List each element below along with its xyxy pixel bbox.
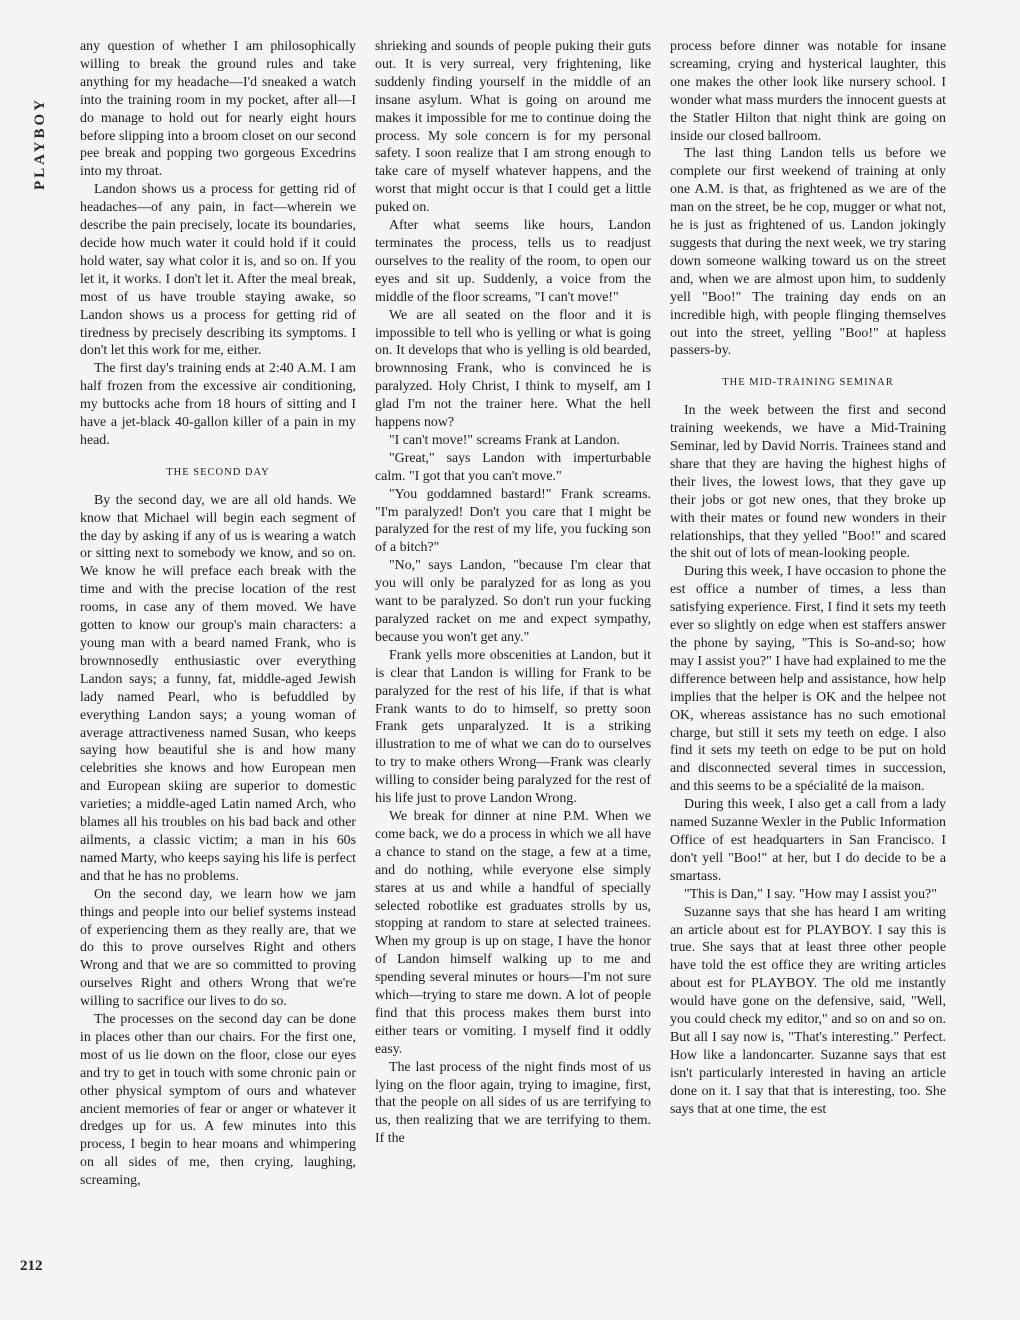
page-number: 212 xyxy=(20,1258,43,1274)
article-paragraph: Landon shows us a process for getting rid of headaches—of any pain, in fact—wherein we describe the pain precisely, locate its boundaries, decide how much water it could hold if it could hold water, say what color it is, and so on. If you let it, it works. I don't let it. After the meal break, most of us have trouble staying awake, so Landon shows us a process for getting rid of tiredness by precisely describing its symptoms. I don't let this work for me, either. xyxy=(80,182,356,359)
article-paragraph: "You goddamned bastard!" Frank screams. "I'm paralyzed! Don't you care that I might be paralyzed for the rest of my life, you fucking son of a bitch?" xyxy=(375,486,651,556)
article-paragraph: "Great," says Landon with imperturbable calm. "I got that you can't move." xyxy=(375,450,651,484)
section-heading: THE MID-TRAINING SEMINAR xyxy=(722,377,894,389)
article-paragraph: any question of whether I am philosophically willing to break the ground rules and take anything for my headache—I'd sneaked a watch into the training room in my pocket, after all—I do manage to hold out for nearly eight hours before slipping into a broom closet on our second pee break and popping two gorgeous Excedrins into my throat. xyxy=(80,39,356,180)
article-paragraph: After what seems like hours, Landon terminates the process, tells us to readjust ourselves to the reality of the room, to open our eyes and sit up. Suddenly, a voice from the middle of the floor screams, "I can't move!" xyxy=(375,218,651,305)
article-column-3 xyxy=(670,38,946,1118)
article-paragraph: Frank yells more obscenities at Landon, but it is clear that Landon is willing for Frank to be paralyzed for the rest of his life, if that is what Frank wants to do to himself, so pretty soon Frank gets unparalyzed. It is a striking illustration to me of what we can do to ourselves to try to make others Wrong—Frank was clearly willing to consider being paralyzed for the rest of his life just to prove Landon Wrong. xyxy=(375,647,651,807)
article-paragraph: The first day's training ends at 2:40 A.M. I am half frozen from the excessive air conditioning, my buttocks ache from 18 hours of sitting and I have a jet-black 40-gallon killer of a pain in my head. xyxy=(80,361,356,448)
article-paragraph: On the second day, we learn how we jam things and people into our belief systems instead of experiencing them as they really are, that we do this to prove ourselves Right and others Wrong and that we are so committed to proving ourselves Right and others Wrong that we're willing to sacrifice our lives to do so. xyxy=(80,886,356,1010)
article-paragraph: "No," says Landon, "because I'm clear that you will only be paralyzed for as long as you want to be paralyzed. So don't run your fucking paralyzed racket on me and expect sympathy, because you won't get any." xyxy=(375,558,651,645)
magazine-name: PLAYBOY xyxy=(32,97,48,190)
article-paragraph: "This is Dan," I say. "How may I assist you?" xyxy=(684,886,937,902)
article-paragraph: During this week, I also get a call from a lady named Suzanne Wexler in the Public Information Office of est headquarters in San Francisco. I don't yell "Boo!" at her, but I do decide to be a smartass. xyxy=(670,797,946,884)
article-paragraph: "I can't move!" screams Frank at Landon. xyxy=(389,432,620,448)
article-paragraph: The processes on the second day can be done in places other than our chairs. For the first one, most of us lie down on the floor, close our eyes and try to get in touch with some chronic pain or other physical symptom of ours and whatever ancient memories of fear or anger or whatever it dredges up for us. A few minutes into this process, I begin to hear moans and whimpering on all sides of me, then crying, laughing, screaming, xyxy=(80,1012,356,1189)
article-paragraph: Suzanne says that she has heard I am writing an article about est for PLAYBOY. I say this is true. She says that at least three other people have told the est office they are writing articles about est for PLAYBOY. The old me instantly would have gone on the defensive, said, "Well, you could check my editor," and so on and so on. But all I say now is, "That's interesting." Perfect. How like a landoncarter. Suzanne says that est isn't particularly interested in having an article done on it. I say that that is interesting, too. She says that at one time, the est xyxy=(670,904,946,1117)
article-paragraph: In the week between the first and second training weekends, we have a Mid-Training Seminar, led by David Norris. Trainees stand and share that they are having the highest highs of their lives, the lowest lows, that they gave up their jobs or got new ones, that they broke up with their mates or found new wonders in their relationships, that they yelled "Boo!" and scared the shit out of lots of mean-looking people. xyxy=(670,403,946,562)
article-column-2 xyxy=(375,38,651,1148)
article-paragraph: The last process of the night finds most of us lying on the floor again, trying to imagine, first, that the people on all sides of us are terrifying to us, then realizing that we are terrifying to them. If the xyxy=(375,1059,651,1147)
article-paragraph: During this week, I have occasion to phone the est office a number of times, a less than satisfying experience. First, I find it sets my teeth ever so slightly on edge when est staffers answer the phone by saying, "This is So-and-so; how may I assist you?" I have had explained to me the difference between help and assistance, how help implies that the helper is OK and the helpee not OK, whereas assistance has no such emotional charge, but still it sets my teeth on edge. I also find it sets my teeth on edge to be put on hold and disconnected several times in succession, and this seems to be a spécialité de la maison. xyxy=(670,564,946,795)
section-heading: THE SECOND DAY xyxy=(166,466,270,478)
article-paragraph: process before dinner was notable for insane screaming, crying and hysterical laughter, this one makes the other look like nursery school. I wonder what mass murders the innocent guests at the Statler Hilton that night think are going on inside our closed ballroom. xyxy=(670,39,946,144)
article-column-1 xyxy=(80,38,356,1190)
article-paragraph: shrieking and sounds of people puking their guts out. It is very surreal, very frightening, like suddenly finding yourself in the middle of an insane asylum. What is going on around me makes it impossible for me to continue doing the process. My sole concern is for my personal safety. I soon realize that I am strong enough to take care of myself whatever happens, and the worst that might occur is that I could get a little puked on. xyxy=(375,39,651,216)
article-paragraph: By the second day, we are all old hands. We know that Michael will begin each segment of the day by asking if any of us is wearing a watch or sitting next to somebody we know, and so on. We know he will preface each break with the time and with the precise location of the rest rooms, in case any of them moved. We have gotten to know our group's main characters: a young man with a beard named Frank, who is brownnosedly enthusiastic over everything Landon says; a funny, fat, middle-aged Jewish lady named Pearl, who is befuddled by everything Landon says; a young woman of average attractiveness named Susan, who keeps saying how beautiful she is and how many celebrities she knows and how European men and European skiing are superior to domestic varieties; a middle-aged Latin named Arch, who blames all his troubles on his bad back and other ailments, a classic victim; a man in his 60s named Marty, who keeps saying his life is perfect and that he has no problems. xyxy=(80,492,356,884)
article-paragraph: We break for dinner at nine P.M. When we come back, we do a process in which we all have a chance to stand on the stage, a few at a time, and do nothing, while everyone else simply stares at us and while a handful of specially selected robotlike est graduates strolls by us, stopping at random to stare at selected trainees. When my group is up on stage, I have the honor of Landon himself walking up to me and spending several minutes or hours—I'm not sure which—trying to stare me down. A lot of people find that this process makes them burst into either tears or vomiting. I myself find it oddly easy. xyxy=(375,808,651,1057)
article-paragraph: We are all seated on the floor and it is impossible to tell who is yelling or what is going on. It develops that who is yelling is old bearded, brownnosing Frank, who is convinced he is paralyzed. Holy Christ, I think to myself, am I glad I'm not the trainer here. What the hell happens now? xyxy=(375,307,651,431)
article-paragraph: The last thing Landon tells us before we complete our first weekend of training at only one A.M. is that, as frightened as we are of the man on the street, be he cop, mugger or what not, he is just as frightened of us. Landon jokingly suggests that during the next week, we try staring down someone walking toward us on the street and, when we are almost upon him, to suddenly yell "Boo!" The training day ends on an incredible high, with people flinging themselves out into the street, yelling "Boo!" at hapless passers-by. xyxy=(670,146,946,359)
